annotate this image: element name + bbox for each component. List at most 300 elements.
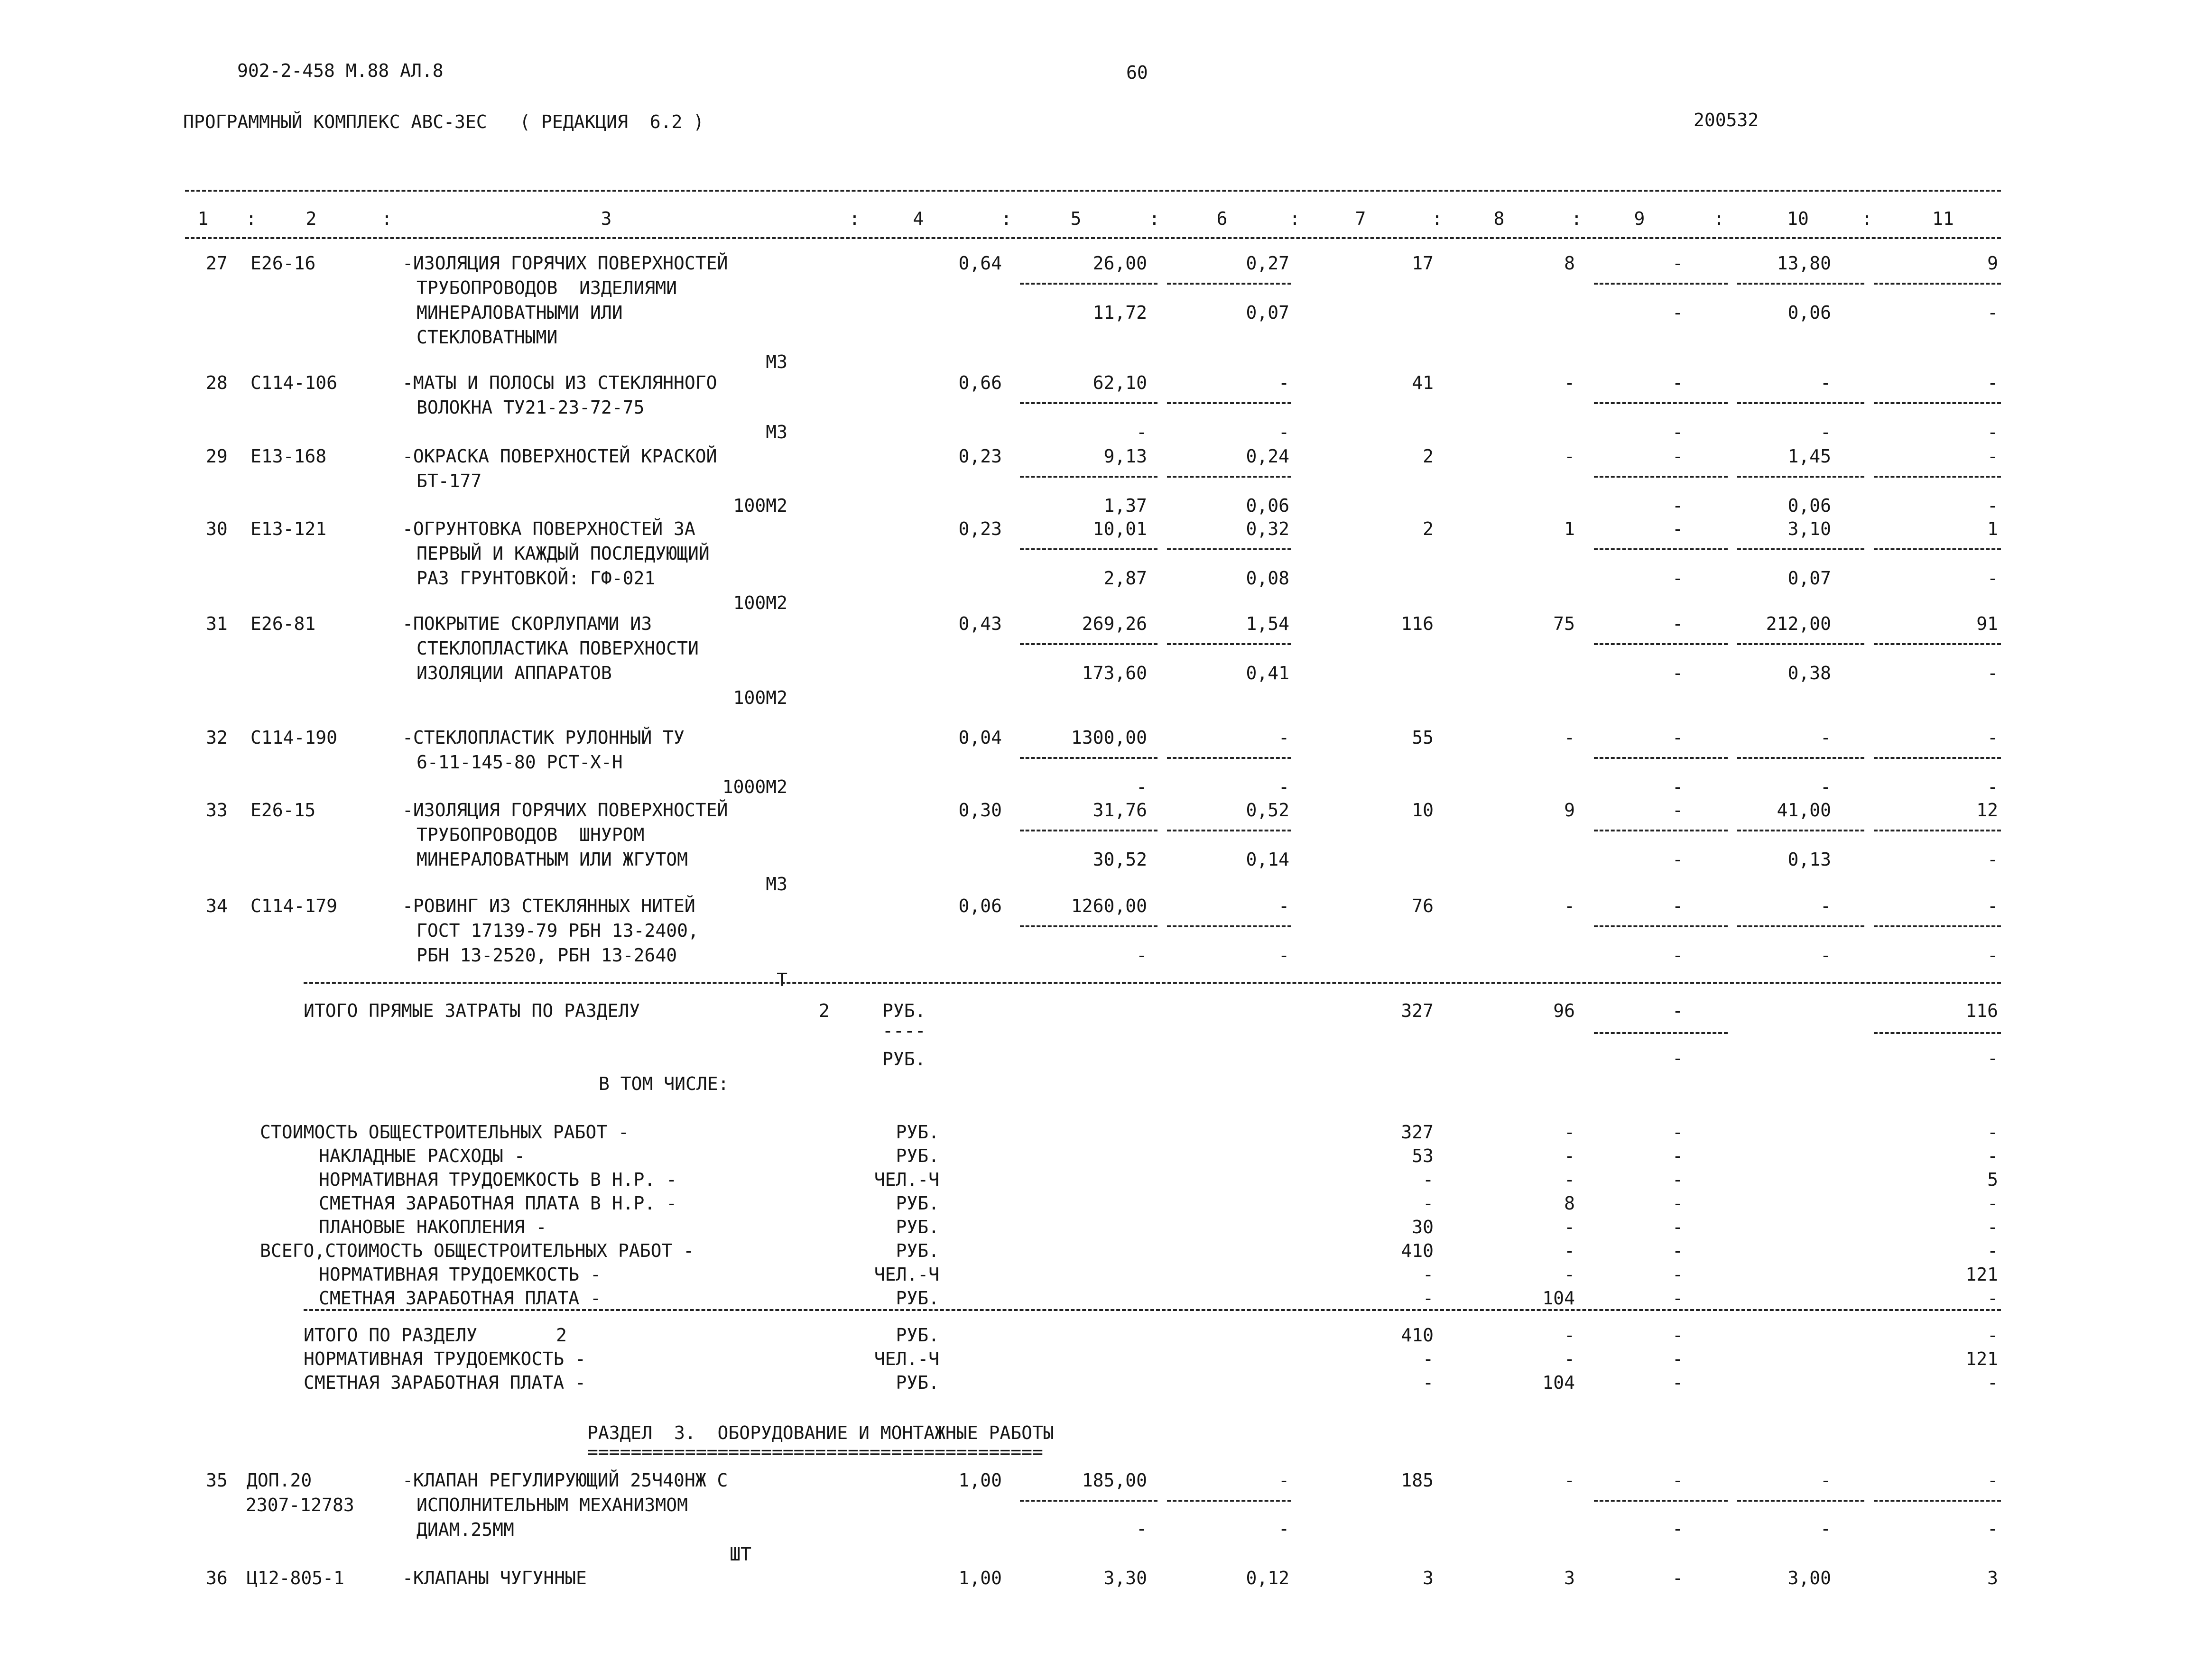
item-cell-qty: 1,00 (958, 1470, 1002, 1491)
item-cell-c7: 76 (1412, 895, 1434, 916)
item-cell-c7: 2 (1423, 518, 1434, 539)
item-cell-c7: 116 (1401, 613, 1434, 634)
mini-rule (1874, 476, 2001, 478)
item-cell-c8: - (1564, 1470, 1575, 1491)
section-total-c11: 121 (1965, 1348, 1998, 1369)
item-cell-c8: - (1564, 446, 1575, 467)
item-cell-c5: 1260,00 (1071, 895, 1147, 916)
item-cell-c9b: - (1672, 945, 1683, 966)
item-name-line: ИСПОЛНИТЕЛЬНЫМ МЕХАНИЗМОМ (417, 1495, 688, 1515)
mini-rule (1167, 548, 1291, 550)
page-number: 60 (1126, 62, 1148, 83)
item-cell-qty: 0,66 (958, 372, 1002, 393)
item-cell-c5: 62,10 (1092, 372, 1147, 393)
item-number: 27 (206, 253, 228, 274)
item-cell-c6: - (1278, 727, 1289, 748)
item-cell-c9: - (1672, 800, 1683, 821)
item-cell-c5: 10,01 (1092, 518, 1147, 539)
totals-c9: - (1672, 1000, 1683, 1021)
item-cell-c8: - (1564, 372, 1575, 393)
item-cell-qty: 0,43 (958, 613, 1002, 634)
item-name-line: БТ-177 (417, 471, 482, 491)
item-cell-c9b: - (1672, 663, 1683, 683)
mini-rule (1594, 476, 1728, 478)
item-code: С114-179 (250, 895, 338, 916)
item-name-line: ВОЛОКНА ТУ21-23-72-75 (417, 397, 645, 418)
summary-unit: ЧЕЛ.-Ч (874, 1169, 939, 1190)
item-cell-c11b: - (1987, 1518, 1998, 1539)
item-cell-c9b: - (1672, 568, 1683, 589)
item-cell-c5: 185,00 (1082, 1470, 1147, 1491)
item-cell-c8: - (1564, 895, 1575, 916)
mini-rule (1594, 548, 1728, 550)
summary-c8: - (1564, 1217, 1575, 1237)
totals-dash: ---- (882, 1020, 926, 1041)
mini-rule (1167, 643, 1291, 645)
section3-title: РАЗДЕЛ 3. ОБОРУДОВАНИЕ И МОНТАЖНЫЕ РАБОТЫ (587, 1422, 1054, 1443)
item-name-line: -КЛАПАН РЕГУЛИРУЮЩИЙ 25Ч40НЖ С (402, 1470, 728, 1491)
item-code: Е13-168 (250, 446, 327, 467)
item-cell-c10: 3,10 (1787, 518, 1831, 539)
mini-rule (1737, 643, 1864, 645)
mini-rule (1167, 402, 1291, 404)
totals-c11: 116 (1965, 1000, 1998, 1021)
section-total-c9: - (1672, 1325, 1683, 1346)
item-unit: ШТ (730, 1544, 751, 1565)
item-cell-c7: 3 (1423, 1568, 1434, 1588)
mini-rule (1737, 1500, 1864, 1502)
summary-c7: - (1423, 1288, 1434, 1309)
item-cell-c10: 41,00 (1777, 800, 1831, 821)
mini-rule (1020, 643, 1157, 645)
mini-rule (1737, 283, 1864, 285)
summary-c9: - (1672, 1217, 1683, 1237)
item-cell-c6: - (1278, 1470, 1289, 1491)
header-rule-bottom (185, 237, 2001, 239)
item-cell-c9: - (1672, 446, 1683, 467)
column-header-10: 10 (1787, 208, 1809, 229)
summary-c11: - (1987, 1217, 1998, 1237)
item-cell-c6b: - (1278, 945, 1289, 966)
mini-rule (1737, 476, 1864, 478)
item-cell-c6b: 0,14 (1246, 849, 1289, 870)
item-cell-c7: 10 (1412, 800, 1434, 821)
item-cell-c11: - (1987, 727, 1998, 748)
item-cell-c9b: - (1672, 495, 1683, 516)
section-total-c11: - (1987, 1325, 1998, 1346)
summary-label: ВСЕГО,СТОИМОСТЬ ОБЩЕСТРОИТЕЛЬНЫХ РАБОТ - (260, 1240, 694, 1261)
item-cell-c6: 0,32 (1246, 518, 1289, 539)
item-cell-c10b: - (1820, 945, 1831, 966)
mini-rule (1020, 830, 1157, 831)
section-total-unit: ЧЕЛ.-Ч (874, 1348, 939, 1369)
item-cell-c9: - (1672, 1568, 1683, 1588)
summary-c7: - (1423, 1193, 1434, 1214)
item-number: 28 (206, 372, 228, 393)
item-cell-c9: - (1672, 253, 1683, 274)
column-separator: : (1149, 208, 1160, 229)
summary-c9: - (1672, 1145, 1683, 1166)
totals-unit2: РУБ. (882, 1049, 926, 1070)
item-cell-c11: - (1987, 446, 1998, 467)
mini-rule (1020, 757, 1157, 759)
item-name-line: -ИЗОЛЯЦИЯ ГОРЯЧИХ ПОВЕРХНОСТЕЙ (402, 800, 728, 821)
item-cell-c11: 3 (1987, 1568, 1998, 1588)
item-cell-c5: 3,30 (1103, 1568, 1147, 1588)
item-cell-c11b: - (1987, 495, 1998, 516)
item-cell-c6: - (1278, 895, 1289, 916)
item-cell-c5: 269,26 (1082, 613, 1147, 634)
item-code-line2: 2307-12783 (246, 1495, 354, 1515)
section-total-c9: - (1672, 1372, 1683, 1393)
item-cell-c5b: - (1136, 776, 1147, 797)
item-cell-c6b: - (1278, 1518, 1289, 1539)
column-header-3: 3 (601, 208, 612, 229)
item-number: 36 (206, 1568, 228, 1588)
summary-c9: - (1672, 1288, 1683, 1309)
item-cell-c10b: 0,07 (1787, 568, 1831, 589)
summary-c11: - (1987, 1240, 1998, 1261)
summary-unit: РУБ. (896, 1240, 939, 1261)
summary-c8: - (1564, 1122, 1575, 1143)
item-cell-c11b: - (1987, 663, 1998, 683)
column-separator: : (1571, 208, 1582, 229)
item-cell-c6b: 0,06 (1246, 495, 1289, 516)
item-cell-qty: 0,30 (958, 800, 1002, 821)
totals-c9b: - (1672, 1048, 1683, 1069)
mini-rule (1594, 402, 1728, 404)
item-cell-c10: - (1820, 372, 1831, 393)
summary-unit: РУБ. (896, 1122, 939, 1143)
section-total-unit: РУБ. (896, 1372, 939, 1393)
item-cell-qty: 1,00 (958, 1568, 1002, 1588)
item-cell-c11: 91 (1976, 613, 1998, 634)
item-cell-c11: - (1987, 895, 1998, 916)
summary-unit: РУБ. (896, 1288, 939, 1309)
item-cell-c10: - (1820, 727, 1831, 748)
item-number: 32 (206, 727, 228, 748)
item-name-line: -ИЗОЛЯЦИЯ ГОРЯЧИХ ПОВЕРХНОСТЕЙ (402, 253, 728, 274)
mini-rule (1874, 402, 2001, 404)
item-name-line: ПЕРВЫЙ И КАЖДЫЙ ПОСЛЕДУЮЩИЙ (417, 543, 710, 564)
mini-rule (1737, 757, 1864, 759)
column-header-9: 9 (1634, 208, 1645, 229)
summary-rule (304, 1309, 2001, 1311)
column-header-4: 4 (913, 208, 924, 229)
item-cell-c5b: 173,60 (1082, 663, 1147, 683)
mini-rule (1167, 925, 1291, 927)
item-name-line: ТРУБОПРОВОДОВ ИЗДЕЛИЯМИ (417, 277, 677, 298)
summary-c9: - (1672, 1240, 1683, 1261)
mini-rule (1594, 1500, 1728, 1502)
column-header-2: 2 (306, 208, 317, 229)
item-cell-c9: - (1672, 1470, 1683, 1491)
item-cell-c7: 41 (1412, 372, 1434, 393)
section-total-c8: 104 (1542, 1372, 1575, 1393)
summary-c7: - (1423, 1169, 1434, 1190)
item-cell-c9b: - (1672, 422, 1683, 443)
item-name-line: СТЕКЛОПЛАСТИКА ПОВЕРХНОСТИ (417, 638, 699, 659)
mini-rule (1594, 283, 1728, 285)
mini-rule (1594, 1032, 1728, 1034)
summary-unit: РУБ. (896, 1217, 939, 1237)
section3-underline: ========================================== (587, 1441, 1043, 1462)
item-code: С114-106 (250, 372, 338, 393)
mini-rule (1874, 830, 2001, 831)
item-cell-c11b: - (1987, 422, 1998, 443)
item-cell-c9: - (1672, 613, 1683, 634)
summary-c7: 53 (1412, 1145, 1434, 1166)
item-cell-c5b: - (1136, 945, 1147, 966)
item-code: С114-190 (250, 727, 338, 748)
item-cell-c11b: - (1987, 776, 1998, 797)
item-name-line: -СТЕКЛОПЛАСТИК РУЛОННЫЙ ТУ (402, 727, 685, 748)
item-unit: Т (777, 969, 787, 990)
column-separator: : (1861, 208, 1872, 229)
item-name-line: 6-11-145-80 РСТ-Х-Н (417, 752, 623, 773)
item-cell-c5: 26,00 (1092, 253, 1147, 274)
item-cell-c9b: - (1672, 1518, 1683, 1539)
item-cell-c11: - (1987, 1470, 1998, 1491)
summary-c11: 5 (1987, 1169, 1998, 1190)
mini-rule (1020, 283, 1157, 285)
item-cell-c10: 1,45 (1787, 446, 1831, 467)
totals-section: 2 (819, 1000, 830, 1021)
item-cell-c9b: - (1672, 302, 1683, 323)
item-code: Е26-16 (250, 253, 316, 274)
item-name-line: МИНЕРАЛОВАТНЫМИ ИЛИ (417, 302, 623, 323)
summary-c7: 327 (1401, 1122, 1434, 1143)
mini-rule (1737, 830, 1864, 831)
item-name-line: ИЗОЛЯЦИИ АППАРАТОВ (417, 663, 612, 683)
column-separator: : (381, 208, 392, 229)
mini-rule (1167, 476, 1291, 478)
item-cell-c10b: - (1820, 422, 1831, 443)
item-cell-c8: - (1564, 727, 1575, 748)
item-cell-c10: 13,80 (1777, 253, 1831, 274)
mini-rule (1020, 925, 1157, 927)
summary-c7: - (1423, 1264, 1434, 1285)
summary-unit: ЧЕЛ.-Ч (874, 1264, 939, 1285)
item-cell-c9: - (1672, 372, 1683, 393)
mini-rule (1167, 1500, 1291, 1502)
item-cell-c6b: 0,41 (1246, 663, 1289, 683)
mini-rule (1167, 283, 1291, 285)
section-total-c8: - (1564, 1348, 1575, 1369)
item-cell-c9: - (1672, 518, 1683, 539)
including-label: В ТОМ ЧИСЛЕ: (599, 1073, 729, 1094)
item-cell-c9b: - (1672, 776, 1683, 797)
item-name-line: ГОСТ 17139-79 РБН 13-2400, (417, 920, 699, 941)
section-total-c9: - (1672, 1348, 1683, 1369)
item-cell-c8: 8 (1564, 253, 1575, 274)
item-cell-c5b: 1,37 (1103, 495, 1147, 516)
item-cell-c7: 2 (1423, 446, 1434, 467)
summary-c7: 410 (1401, 1240, 1434, 1261)
item-number: 33 (206, 800, 228, 821)
summary-label: СМЕТНАЯ ЗАРАБОТНАЯ ПЛАТА - (319, 1288, 601, 1309)
item-unit: 100М2 (733, 687, 787, 708)
item-cell-c11b: - (1987, 945, 1998, 966)
section-total-label: СМЕТНАЯ ЗАРАБОТНАЯ ПЛАТА - (304, 1372, 586, 1393)
column-separator: : (1432, 208, 1443, 229)
item-cell-c5: 1300,00 (1071, 727, 1147, 748)
section-total-c7: - (1423, 1348, 1434, 1369)
summary-c11: - (1987, 1193, 1998, 1214)
item-cell-c6: 0,12 (1246, 1568, 1289, 1588)
item-name-line: -МАТЫ И ПОЛОСЫ ИЗ СТЕКЛЯННОГО (402, 372, 717, 393)
summary-c7: 30 (1412, 1217, 1434, 1237)
summary-c8: - (1564, 1240, 1575, 1261)
item-cell-c11: 12 (1976, 800, 1998, 821)
section-total-unit: РУБ. (896, 1325, 939, 1346)
summary-c8: 104 (1542, 1288, 1575, 1309)
item-cell-qty: 0,23 (958, 446, 1002, 467)
mini-rule (1874, 548, 2001, 550)
item-cell-c6b: 0,07 (1246, 302, 1289, 323)
summary-c11: - (1987, 1288, 1998, 1309)
summary-c9: - (1672, 1122, 1683, 1143)
section-total-label: ИТОГО ПО РАЗДЕЛУ (304, 1325, 478, 1346)
mini-rule (1874, 925, 2001, 927)
item-name-line: ДИАМ.25ММ (417, 1519, 514, 1540)
summary-c8: - (1564, 1264, 1575, 1285)
item-cell-c5b: 2,87 (1103, 568, 1147, 589)
mini-rule (1020, 548, 1157, 550)
mini-rule (1594, 925, 1728, 927)
summary-c8: - (1564, 1145, 1575, 1166)
section-total-c7: 410 (1401, 1325, 1434, 1346)
item-cell-c11b: - (1987, 849, 1998, 870)
column-header-7: 7 (1355, 208, 1366, 229)
column-header-11: 11 (1932, 208, 1954, 229)
item-cell-c6b: 0,08 (1246, 568, 1289, 589)
summary-c8: 8 (1564, 1193, 1575, 1214)
item-code: ДОП.20 (247, 1470, 312, 1491)
column-header-5: 5 (1070, 208, 1082, 229)
item-cell-c7: 17 (1412, 253, 1434, 274)
item-cell-c10b: - (1820, 1518, 1831, 1539)
item-name-line: -ОГРУНТОВКА ПОВЕРХНОСТЕЙ ЗА (402, 518, 695, 539)
item-number: 30 (206, 518, 228, 539)
summary-c8: - (1564, 1169, 1575, 1190)
item-cell-c6: - (1278, 372, 1289, 393)
item-unit: М3 (766, 422, 787, 443)
summary-c9: - (1672, 1264, 1683, 1285)
item-cell-c8: 9 (1564, 800, 1575, 821)
item-cell-c9b: - (1672, 849, 1683, 870)
summary-c11: - (1987, 1145, 1998, 1166)
mini-rule (1594, 643, 1728, 645)
totals-unit: РУБ. (882, 1000, 926, 1021)
item-cell-qty: 0,23 (958, 518, 1002, 539)
item-cell-c6: 0,27 (1246, 253, 1289, 274)
mini-rule (1020, 402, 1157, 404)
mini-rule (1874, 643, 2001, 645)
item-cell-c5: 31,76 (1092, 800, 1147, 821)
item-name-line: -ПОКРЫТИЕ СКОРЛУПАМИ ИЗ (402, 613, 652, 634)
summary-c11: - (1987, 1122, 1998, 1143)
totals-c11b: - (1987, 1048, 1998, 1069)
summary-unit: РУБ. (896, 1145, 939, 1166)
item-cell-c7: 55 (1412, 727, 1434, 748)
item-cell-c5b: - (1136, 1518, 1147, 1539)
mini-rule (1737, 548, 1864, 550)
section-total-c11: - (1987, 1372, 1998, 1393)
item-cell-c11: 9 (1987, 253, 1998, 274)
mini-rule (1737, 402, 1864, 404)
document-number: 200532 (1694, 110, 1759, 130)
mini-rule (1020, 476, 1157, 478)
item-cell-c10: 3,00 (1787, 1568, 1831, 1588)
summary-label: НОРМАТИВНАЯ ТРУДОЕМКОСТЬ В Н.Р. - (319, 1169, 677, 1190)
item-cell-c5b: 30,52 (1092, 849, 1147, 870)
header-rule-top (185, 190, 2001, 192)
item-cell-c8: 3 (1564, 1568, 1575, 1588)
item-cell-c8: 75 (1553, 613, 1575, 634)
item-cell-c8: 1 (1564, 518, 1575, 539)
item-unit: 1000М2 (722, 776, 787, 797)
totals-c8: 96 (1553, 1000, 1575, 1021)
item-code: Е26-15 (250, 800, 316, 821)
item-cell-c5b: - (1136, 422, 1147, 443)
item-name-line: ТРУБОПРОВОДОВ ШНУРОМ (417, 824, 645, 845)
item-code: Ц12-805-1 (247, 1568, 344, 1588)
summary-unit: РУБ. (896, 1193, 939, 1214)
item-name-line: СТЕКЛОВАТНЫМИ (417, 327, 558, 348)
summary-c9: - (1672, 1169, 1683, 1190)
document-code: 902-2-458 М.88 АЛ.8 (237, 60, 444, 81)
item-cell-c10: - (1820, 895, 1831, 916)
item-cell-c10b: - (1820, 776, 1831, 797)
item-cell-c11: - (1987, 372, 1998, 393)
mini-rule (1594, 757, 1728, 759)
mini-rule (1874, 1032, 2001, 1034)
item-unit: М3 (766, 874, 787, 895)
item-cell-c10b: 0,13 (1787, 849, 1831, 870)
item-name-line: -КЛАПАНЫ ЧУГУННЫЕ (402, 1568, 587, 1588)
mini-rule (1167, 830, 1291, 831)
item-number: 29 (206, 446, 228, 467)
item-cell-c10b: 0,06 (1787, 495, 1831, 516)
item-name-line: -ОКРАСКА ПОВЕРХНОСТЕЙ КРАСКОЙ (402, 446, 717, 467)
section-total-number: 2 (556, 1325, 567, 1346)
column-separator: : (1289, 208, 1300, 229)
item-cell-c6: 0,52 (1246, 800, 1289, 821)
item-cell-qty: 0,04 (958, 727, 1002, 748)
mini-rule (1737, 925, 1864, 927)
item-name-line: РБН 13-2520, РБН 13-2640 (417, 945, 677, 966)
mini-rule (1874, 283, 2001, 285)
item-cell-c10: 212,00 (1766, 613, 1831, 634)
column-separator: : (849, 208, 860, 229)
summary-label: СТОИМОСТЬ ОБЩЕСТРОИТЕЛЬНЫХ РАБОТ - (260, 1122, 629, 1143)
section-total-label: НОРМАТИВНАЯ ТРУДОЕМКОСТЬ - (304, 1348, 586, 1369)
summary-c9: - (1672, 1193, 1683, 1214)
item-cell-c11: 1 (1987, 518, 1998, 539)
section-total-c7: - (1423, 1372, 1434, 1393)
item-cell-c9: - (1672, 895, 1683, 916)
item-cell-c7: 185 (1401, 1470, 1434, 1491)
item-name-line: МИНЕРАЛОВАТНЫМ ИЛИ ЖГУТОМ (417, 849, 688, 870)
item-cell-c10b: 0,06 (1787, 302, 1831, 323)
totals-c7: 327 (1401, 1000, 1434, 1021)
item-cell-c6: 1,54 (1246, 613, 1289, 634)
column-header-8: 8 (1493, 208, 1505, 229)
item-code: Е13-121 (250, 518, 327, 539)
mini-rule (1020, 1500, 1157, 1502)
item-cell-c11b: - (1987, 568, 1998, 589)
